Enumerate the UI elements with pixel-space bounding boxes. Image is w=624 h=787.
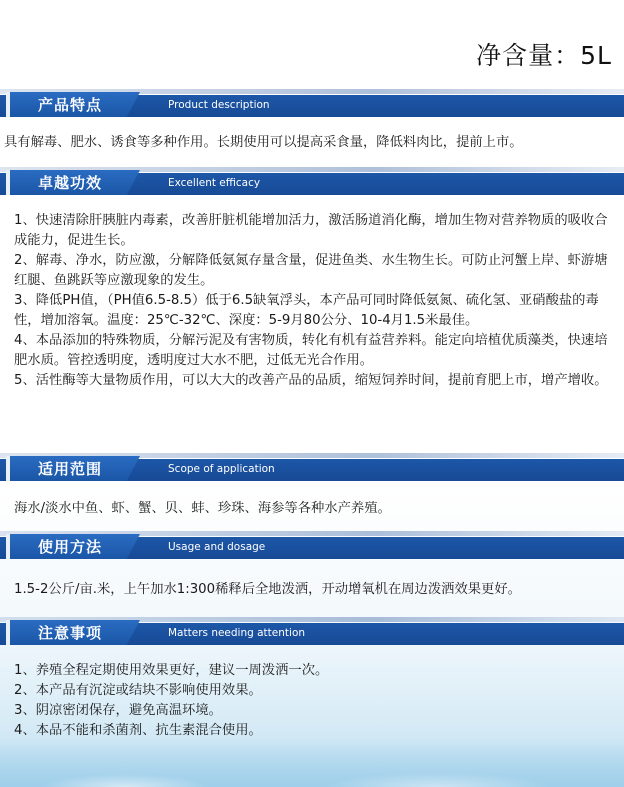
section-title-cn: 卓越功效 [38, 174, 103, 192]
body-line: 1、快速清除肝胰脏内毒素，改善肝脏机能增加活力，激活肠道消化酶，增加生物对营养物质的吸收合成能力，促进生长。 [14, 213, 608, 248]
body-line: 4、本品不能和杀菌剂、抗生素混合使用。 [14, 723, 262, 738]
section-body-product-description [4, 133, 616, 153]
section-title-en: Product description [168, 99, 270, 111]
body-line: 海水/淡水中鱼、虾、蟹、贝、蚌、珍珠、海参等各种水产养殖。 [14, 501, 391, 516]
section-header-usage-and-dosage [0, 537, 624, 559]
section-title-cn: 适用范围 [38, 460, 103, 478]
section-title-cn: 注意事项 [38, 624, 103, 642]
section-body-matters-needing-attention [14, 661, 616, 741]
body-line: 5、活性酶等大量物质作用，可以大大的改善产品的品质，缩短饲养时间，提前育肥上市，增产增收。 [14, 373, 608, 388]
section-header-product-description [0, 95, 624, 117]
net-content: 净含量：5L [476, 41, 612, 70]
section-title-en: Excellent efficacy [168, 177, 261, 189]
section-header-matters-needing-attention [0, 623, 624, 645]
section-body-excellent-efficacy [14, 211, 616, 391]
body-line: 2、本产品有沉淀或结块不影响使用效果。 [14, 683, 262, 698]
section-title-en: Scope of application [168, 463, 275, 475]
section-header-excellent-efficacy [0, 173, 624, 195]
body-line: 3、降低PH值，（PH值6.5-8.5）低于6.5缺氧浮头，本产品可同时降低氨氮、硫化氢、亚硝酸盐的毒性，增加溶氧。温度：25℃-32℃、深度：5-9月80公分、10-4月1.5米最佳。 [14, 293, 599, 328]
section-title-en: Matters needing attention [168, 627, 306, 639]
body-line: 1、养殖全程定期使用效果更好，建议一周泼洒一次。 [14, 663, 329, 678]
body-line: 1.5-2公斤/亩.米，上午加水1:300稀释后全地泼洒，开动增氧机在周边泼洒效果更好。 [14, 582, 521, 597]
body-line: 2、解毒、净水，防应激，分解降低氨氮存量含量，促进鱼类、水生物生长。可防止河蟹上岸、虾游塘红腿、鱼跳跃等应激现象的发生。 [14, 253, 608, 288]
water-wave-decoration [0, 739, 624, 787]
section-body-scope-of-application [14, 499, 616, 519]
section-title-cn: 产品特点 [38, 96, 103, 114]
section-title-en: Usage and dosage [168, 541, 266, 553]
body-line: 4、本品添加的特殊物质，分解污泥及有害物质，转化有机有益营养料。能定向培植优质藻类，快速培肥水质。管控透明度，透明度过大水不肥，过低无光合作用。 [14, 333, 608, 368]
section-body-usage-and-dosage [14, 580, 616, 600]
section-header-scope-of-application [0, 459, 624, 481]
section-title-cn: 使用方法 [38, 538, 103, 556]
body-line: 具有解毒、肥水、诱食等多种作用。长期使用可以提高采食量，降低料肉比，提前上市。 [4, 135, 523, 150]
body-line: 3、阴凉密闭保存，避免高温环境。 [14, 703, 222, 718]
